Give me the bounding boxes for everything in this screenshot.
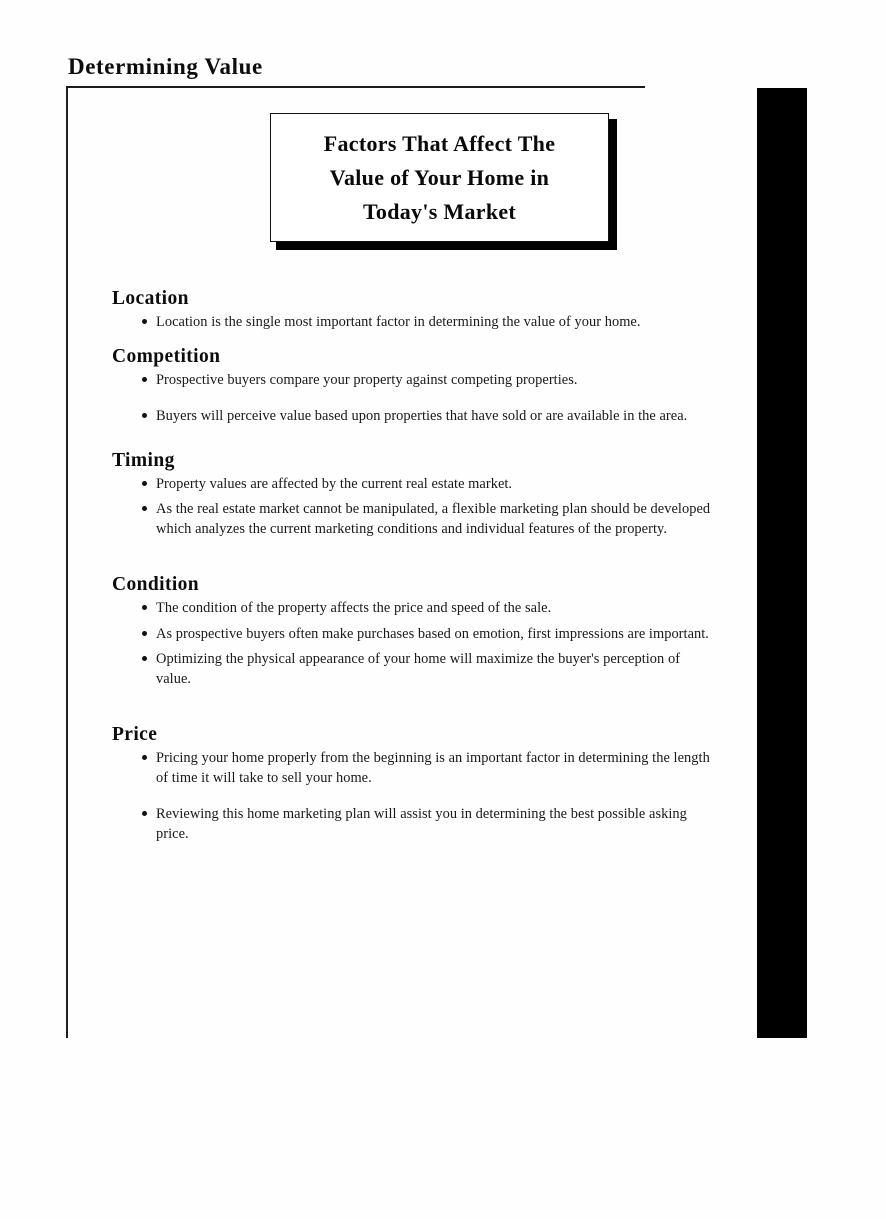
page-title: Determining Value (68, 54, 263, 79)
list-item-text: Location is the single most important factor in determining the value of your home. (156, 314, 641, 330)
list-item (112, 625, 712, 645)
title-box (270, 113, 611, 244)
list-item-text: As the real estate market cannot be manipulated, a flexible marketing plan should be developed which analyzes the current marketing conditions and individual features of the property. (156, 501, 711, 537)
list-item (112, 650, 712, 689)
list-item-text: Pricing your home properly from the beginning is an important factor in determining the length of time it will take to sell your home. (156, 750, 710, 786)
bullet-dot-icon (142, 481, 147, 486)
bullet-list-condition (112, 599, 712, 689)
list-item-text: Reviewing this home marketing plan will assist you in determining the best possible asking price. (156, 806, 687, 842)
bullet-dot-icon (142, 811, 147, 816)
section-timing (112, 449, 712, 540)
bullet-dot-icon (142, 319, 147, 324)
bullet-dot-icon (142, 656, 147, 661)
document-body (112, 287, 712, 848)
list-item (112, 475, 712, 495)
title-line-3: Today's Market (362, 198, 517, 224)
list-item-text: Buyers will perceive value based upon properties that have sold or are available in the area. (156, 408, 688, 424)
list-item (112, 599, 712, 619)
title-line-2: Value of Your Home in (329, 164, 550, 190)
left-frame-line (66, 87, 68, 1038)
list-item (112, 313, 712, 333)
bullet-dot-icon (142, 755, 147, 760)
bullet-list-timing (112, 475, 712, 540)
list-item (112, 749, 712, 788)
section-condition (112, 573, 712, 689)
bullet-dot-icon (142, 413, 147, 418)
bullet-dot-icon (142, 506, 147, 511)
bullet-list-price (112, 749, 712, 844)
section-location (112, 287, 712, 333)
list-item-text: Optimizing the physical appearance of your home will maximize the buyer's perception of value. (156, 651, 681, 687)
list-item (112, 407, 712, 427)
section-heading-location: Location (112, 288, 189, 309)
title-line-1: Factors That Affect The (323, 130, 556, 156)
section-heading-competition: Competition (112, 345, 221, 367)
bullet-dot-icon (142, 377, 147, 382)
bullet-list-location (112, 313, 712, 333)
section-price (112, 723, 712, 844)
list-item (112, 371, 712, 391)
bullet-list-competition (112, 371, 712, 427)
title-box-frame (270, 113, 609, 242)
right-black-bar (757, 88, 807, 1038)
section-heading-timing: Timing (112, 449, 175, 471)
list-item-text: Prospective buyers compare your property against competing properties. (156, 371, 578, 388)
section-heading-price: Price (112, 724, 158, 745)
list-item-text: Property values are affected by the current real estate market. (156, 475, 513, 492)
list-item-text: As prospective buyers often make purchases based on emotion, first impressions are important. (156, 625, 709, 642)
bullet-dot-icon (142, 631, 147, 636)
list-item-text: The condition of the property affects the price and speed of the sale. (156, 600, 552, 616)
list-item (112, 500, 712, 539)
section-heading-condition: Condition (112, 574, 200, 595)
section-competition (112, 345, 712, 427)
bullet-dot-icon (142, 605, 147, 610)
list-item (112, 805, 712, 844)
header-divider (66, 86, 645, 88)
